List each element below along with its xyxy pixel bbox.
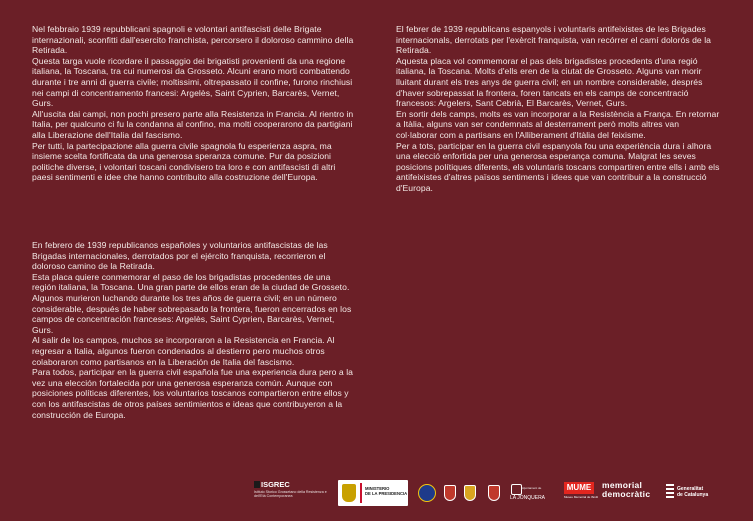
- mume-name: MUME: [564, 482, 594, 494]
- italian-paragraph-3: All'uscita dai campi, non pochi presero parte alla Resistenza in Francia. Al rientro in Italia, per qualcuno ci fu la condanna al confino, ma molti cooperarono da partigiani alla Liberazione dell'Italia dal fascismo.: [32, 108, 354, 140]
- municipal-shield-logo-2: [464, 480, 476, 506]
- ministerio-line-1: MINISTERIO: [365, 486, 390, 491]
- generalitat-line-1: Generalitat: [677, 486, 704, 492]
- catalan-paragraph-3: En sortir dels camps, molts es van incorporar a la Resistència a França. En retornar a Itàlia, alguns van ser condemnats al desterrament però molts altres van col·laborar com a partisans en l'Alliberament d'Itàlia del feixisme.: [396, 108, 720, 140]
- italian-paragraph-4: Per tutti, la partecipazione alla guerra civile spagnola fu esperienza aspra, ma insieme scelta fortificata da una generosa speranza comune. Pur da posizioni politiche diverse, i volontari toscani condivisero tra loro e con antifascisti di altri paesi sentimenti e idee che hanno contribuito alla costruzione dell'Europa.: [32, 140, 336, 183]
- ministerio-presidencia-logo: [338, 480, 408, 506]
- italian-text-block: [32, 24, 357, 183]
- catalan-text-block: [396, 24, 722, 194]
- catalan-paragraph-4: Per a tots, participar en la guerra civil espanyola fou una experiència dura i alhora una elecció enfortida per una generosa esperança comuna. Malgrat les seves posicions polítiques diferents, els voluntaris toscans compartiren entre ells i amb els antifeixistes d'altres països sentiments i idees que van contribuir a la construcció d'Europa.: [396, 140, 720, 193]
- spain-coat-of-arms-icon: [342, 484, 356, 502]
- isgrec-name: ISGREC: [261, 480, 290, 489]
- spanish-paragraph-1: En febrero de 1939 republicanos españoles y voluntarios antifascistas de las Brigadas internacionales, derrotados por el ejército franquista, recorrieron el doloroso camino de la Retirada.: [32, 240, 328, 272]
- shield-icon: [444, 485, 456, 501]
- italian-paragraph-1: Nel febbraio 1939 repubblicani spagnoli e volontari antifascisti delle Brigate internazionali, sconfitti dall'esercito franchista, percorsero il doloroso cammino della Retirada.: [32, 24, 354, 56]
- spanish-paragraph-4: Para todos, participar en la guerra civil española fue una experiencia dura pero a la vez una elección fortalecida por una generosa esperanza común. Aunque con posiciones políticas diferentes, los voluntarios toscanos compartieron entre ellos y con los antifascistas de otros países sentimientos e ideas que contribuyeron a la construcción de Europa.: [32, 367, 353, 420]
- catalan-paragraph-2: Aquesta placa vol commemorar el pas dels brigadistes procedents d'una regió italiana, la Toscana. Molts d'ells eren de la ciutat de Grosseto. Alguns van morir lluitant durant els tres anys de guerra civil; en un nombre considerable, després d'haver sobrepassat la frontera, foren tancats en els camps de concentració francesos: Argelers, Sant Cebrià, El Barcarès, Vernet, Gurs.: [396, 55, 703, 109]
- catalan-paragraph-1: El febrer de 1939 republicans espanyols i voluntaris antifeixistes de les Brigades internacionals, derrotats per l'exèrcit franquista, van recórrer el camí dolorós de la Retirada.: [396, 24, 711, 56]
- round-emblem-icon: [418, 484, 436, 502]
- memorial-democratic-logo: [602, 480, 654, 506]
- isgrec-subtitle: Istituto Storico Grossetano della Resistenza e dell'Età Contemporanea: [254, 490, 327, 499]
- mume-logo: [564, 480, 598, 506]
- italian-paragraph-2: Questa targa vuole ricordare il passaggio dei brigatisti provenienti da una regione italiana, la Toscana, tra cui numerosi da Grosseto. Alcuni erano morti combattendo durante i tre anni di guerra civile; moltissimi, oltrepassato il confine, furono rinchiusi nei campi di concentramento francesi: Argelès, Saint Cyprien, Barcarès, Vernet, Gurs.: [32, 55, 353, 109]
- round-emblem-logo: [418, 480, 436, 506]
- memorial-line-1: memorial: [602, 480, 643, 490]
- generalitat-line-2: de Catalunya: [677, 492, 709, 498]
- spanish-text-block: [32, 240, 357, 420]
- sponsor-logos: [254, 480, 724, 506]
- jonquera-mark-icon: [511, 484, 522, 495]
- generalitat-stripes-icon: [666, 484, 674, 498]
- municipal-shield-logo-1: [444, 480, 456, 506]
- spanish-paragraph-3: Al salir de los campos, muchos se incorporaron a la Resistencia en Francia. Al regresar a Italia, algunos fueron condenados al destierro pero muchos otros colaboraron como partisanos en la Liberación de Italia del fascismo.: [32, 335, 335, 367]
- isgrec-mark-icon: [254, 481, 260, 488]
- spanish-paragraph-2: Esta placa quiere conmemorar el paso de los brigadistas procedentes de una región italiana, la Toscana. Una gran parte de ellos eran de la ciudad de Grosseto. Algunos murieron luchando durante los tres años de guerra civil; en un número considerable, después de haber sobrepasado la frontera, fueron encerrados en los campos de concentración franceses: Argelès, Saint Cyprien, Barcarès, Vernet, Gurs.: [32, 271, 352, 335]
- mume-subtitle: Museu Memorial de l'Exili: [564, 495, 598, 499]
- memorial-line-2: democràtic: [602, 489, 651, 499]
- generalitat-logo: [666, 480, 722, 506]
- shield-icon: [464, 485, 476, 501]
- ministerio-line-2: DE LA PRESIDENCIA: [365, 491, 408, 496]
- isgrec-logo: [254, 480, 328, 506]
- municipal-shield-logo-3: [488, 480, 500, 506]
- shield-icon: [488, 485, 500, 501]
- la-jonquera-logo: [510, 480, 550, 506]
- jonquera-subtitle: Ajuntament de: [522, 486, 542, 490]
- red-divider: [360, 483, 362, 503]
- jonquera-name: LA JONQUERA: [510, 495, 546, 501]
